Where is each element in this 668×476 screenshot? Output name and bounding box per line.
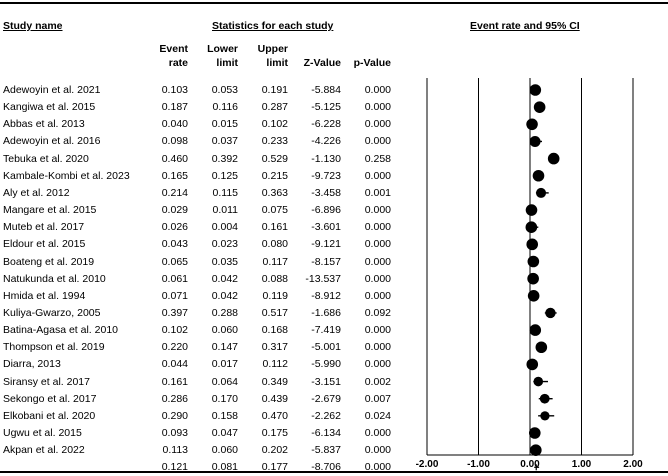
study-name-cell: Aly et al. 2012 <box>3 186 70 199</box>
z-value-cell: -1.130 <box>311 152 341 165</box>
lower-limit-cell: 0.115 <box>212 186 238 199</box>
z-value-cell: -2.679 <box>311 392 341 405</box>
p-value-cell: 0.000 <box>364 444 391 457</box>
study-point <box>526 204 538 216</box>
upper-limit-cell: 0.112 <box>262 358 288 371</box>
x-tick-label: 2.00 <box>623 459 643 470</box>
study-name-cell: Adewoyin et al. 2016 <box>3 135 101 148</box>
lower-limit-cell: 0.116 <box>212 101 238 114</box>
z-value-cell: -8.912 <box>311 289 341 302</box>
study-point <box>526 359 538 371</box>
upper-limit-cell: 0.117 <box>262 255 288 268</box>
event-rate-cell: 0.165 <box>161 169 188 182</box>
x-tick-label: 1.00 <box>571 459 592 470</box>
event-rate-header-1: Event <box>159 43 188 55</box>
event-rate-cell: 0.214 <box>161 186 188 199</box>
upper-limit-cell: 0.202 <box>261 444 288 457</box>
study-name-cell: Kangiwa et al. 2015 <box>3 101 96 114</box>
lower-limit-cell: 0.023 <box>211 238 238 251</box>
upper-limit-cell: 0.161 <box>261 221 288 234</box>
upper-limit-cell: 0.075 <box>261 204 288 217</box>
study-point <box>540 394 550 404</box>
event-rate-cell: 0.029 <box>161 204 188 217</box>
study-name-cell: Ugwu et al. 2015 <box>3 427 82 439</box>
event-rate-cell: 0.102 <box>161 324 188 337</box>
z-value-cell: -5.001 <box>311 341 341 354</box>
p-value-cell: 0.000 <box>364 169 391 182</box>
z-value-cell: -9.723 <box>311 169 341 182</box>
study-point <box>536 341 548 353</box>
lower-limit-cell: 0.042 <box>211 272 238 285</box>
lower-limit-cell: 0.147 <box>211 341 238 354</box>
study-name-header: Study name <box>3 20 63 32</box>
z-value-cell: -6.134 <box>311 427 341 439</box>
x-tick-label: -1.00 <box>467 459 490 470</box>
upper-limit-cell: 0.529 <box>261 152 288 165</box>
x-tick-label: 0.00 <box>520 459 540 470</box>
event-rate-cell: 0.043 <box>161 238 188 251</box>
z-value-cell: -1.686 <box>311 306 341 319</box>
upper-limit-cell: 0.349 <box>261 375 288 388</box>
event-rate-cell: 0.098 <box>161 135 188 148</box>
upper-limit-header-1: Upper <box>257 43 288 55</box>
study-name-cell: Hmida et al. 1994 <box>3 289 86 302</box>
event-rate-cell: 0.026 <box>161 221 188 234</box>
study-point <box>529 427 541 439</box>
upper-limit-header-2: limit <box>266 57 288 69</box>
event-rate-cell: 0.460 <box>161 152 188 165</box>
z-value-cell: -5.837 <box>311 444 341 457</box>
study-name-cell: Diarra, 2013 <box>3 358 61 371</box>
z-value-cell: -5.990 <box>311 358 341 371</box>
study-name-cell: Kambale-Kombi et al. 2023 <box>3 169 130 182</box>
z-value-cell: -6.228 <box>311 118 341 131</box>
event-rate-header-2: rate <box>168 57 188 69</box>
study-point <box>534 101 546 113</box>
lower-limit-cell: 0.015 <box>211 118 238 131</box>
event-rate-cell: 0.286 <box>161 392 188 405</box>
z-value-cell: -3.601 <box>311 221 341 234</box>
z-value-cell: -7.419 <box>311 324 341 337</box>
upper-limit-cell: 0.439 <box>261 392 288 405</box>
z-value-cell: -8.706 <box>311 461 341 474</box>
study-name-cell: Sekongo et al. 2017 <box>3 392 97 405</box>
z-value-cell: -9.121 <box>311 238 341 251</box>
study-name-cell: Kuliya-Gwarzo, 2005 <box>3 306 101 319</box>
p-value-cell: 0.002 <box>364 375 391 388</box>
event-rate-cell: 0.044 <box>161 358 188 371</box>
p-value-cell: 0.000 <box>364 84 391 96</box>
event-rate-cell: 0.397 <box>161 306 188 319</box>
study-point <box>548 153 560 165</box>
p-value-cell: 0.000 <box>364 221 391 234</box>
study-point <box>540 411 549 420</box>
p-value-cell: 0.000 <box>364 238 391 251</box>
upper-limit-cell: 0.175 <box>261 427 288 439</box>
p-value-cell: 0.024 <box>364 409 391 422</box>
event-rate-cell: 0.040 <box>161 118 188 131</box>
upper-limit-cell: 0.470 <box>261 409 288 422</box>
study-point <box>528 256 540 268</box>
study-point <box>534 377 544 387</box>
z-value-cell: -8.157 <box>311 255 341 268</box>
p-value-cell: 0.000 <box>364 324 391 337</box>
study-point <box>526 221 538 233</box>
lower-limit-cell: 0.060 <box>211 444 238 457</box>
study-name-cell: Boateng et al. 2019 <box>3 255 95 268</box>
plot-group-header: Event rate and 95% CI <box>470 20 580 32</box>
p-value-cell: 0.000 <box>364 135 391 148</box>
lower-limit-cell: 0.158 <box>211 409 238 422</box>
event-rate-cell: 0.071 <box>161 289 188 302</box>
z-value-cell: -3.151 <box>311 375 341 388</box>
study-point <box>545 308 555 318</box>
event-rate-cell: 0.220 <box>161 341 188 354</box>
p-value-cell: 0.000 <box>364 427 391 439</box>
lower-limit-cell: 0.060 <box>211 324 238 337</box>
study-point <box>530 84 542 96</box>
upper-limit-cell: 0.191 <box>261 84 288 96</box>
lower-limit-cell: 0.170 <box>211 392 238 405</box>
lower-limit-cell: 0.004 <box>211 221 238 234</box>
study-point <box>530 136 541 147</box>
event-rate-cell: 0.161 <box>161 375 188 388</box>
study-point <box>530 444 542 456</box>
study-name-cell: Batina-Agasa et al. 2010 <box>3 324 118 337</box>
upper-limit-cell: 0.102 <box>261 118 288 131</box>
lower-limit-cell: 0.288 <box>211 306 238 319</box>
p-value-cell: 0.000 <box>364 341 391 354</box>
upper-limit-cell: 0.168 <box>261 324 288 337</box>
p-value-cell: 0.007 <box>364 392 391 405</box>
study-name-cell: Eldour et al. 2015 <box>3 238 86 251</box>
event-rate-cell: 0.113 <box>162 444 188 457</box>
upper-limit-cell: 0.088 <box>261 272 288 285</box>
event-rate-cell: 0.187 <box>161 101 188 114</box>
z-value-cell: -4.226 <box>311 135 341 148</box>
upper-limit-cell: 0.287 <box>261 101 288 114</box>
lower-limit-header-1: Lower <box>207 43 238 55</box>
upper-limit-cell: 0.363 <box>261 186 288 199</box>
upper-limit-cell: 0.080 <box>261 238 288 251</box>
z-value-cell: -5.125 <box>311 101 341 114</box>
z-value-header: Z-Value <box>303 57 341 69</box>
study-name-cell: Mangare et al. 2015 <box>3 204 97 217</box>
p-value-cell: 0.092 <box>364 306 391 319</box>
p-value-cell: 0.001 <box>364 186 391 199</box>
lower-limit-cell: 0.064 <box>211 375 238 388</box>
lower-limit-cell: 0.042 <box>211 289 238 302</box>
event-rate-cell: 0.103 <box>161 84 188 96</box>
study-point <box>526 239 538 251</box>
upper-limit-cell: 0.517 <box>261 306 288 319</box>
event-rate-cell: 0.290 <box>161 409 188 422</box>
p-value-cell: 0.000 <box>364 272 391 285</box>
study-name-cell: Abbas et al. 2013 <box>3 118 85 131</box>
upper-limit-cell: 0.177 <box>261 461 288 474</box>
study-name-cell: Thompson et al. 2019 <box>3 341 105 354</box>
x-tick-label: -2.00 <box>415 459 439 470</box>
lower-limit-cell: 0.053 <box>211 84 238 96</box>
lower-limit-cell: 0.081 <box>211 461 238 474</box>
study-point <box>536 188 546 198</box>
study-name-cell: Akpan et al. 2022 <box>3 444 85 457</box>
study-name-cell: Tebuka et al. 2020 <box>3 152 89 165</box>
z-value-cell: -6.896 <box>311 204 341 217</box>
p-value-cell: 0.000 <box>364 101 391 114</box>
lower-limit-cell: 0.037 <box>211 135 238 148</box>
p-value-header: p-Value <box>353 57 391 69</box>
z-value-cell: -5.884 <box>311 84 341 96</box>
study-name-cell: Muteb et al. 2017 <box>3 221 85 234</box>
z-value-cell: -2.262 <box>311 409 341 422</box>
lower-limit-cell: 0.047 <box>211 427 238 439</box>
study-point <box>527 273 539 285</box>
study-name-cell: Siransy et al. 2017 <box>3 375 90 388</box>
stats-group-header: Statistics for each study <box>212 20 334 32</box>
lower-limit-cell: 0.392 <box>211 152 238 165</box>
study-name-cell: Elkobani et al. 2020 <box>3 409 96 422</box>
p-value-cell: 0.000 <box>364 289 391 302</box>
study-point <box>526 119 538 131</box>
study-name-cell: Natukunda et al. 2010 <box>3 272 106 285</box>
p-value-cell: 0.000 <box>364 204 391 217</box>
p-value-cell: 0.258 <box>364 152 391 165</box>
p-value-cell: 0.000 <box>364 255 391 268</box>
study-name-cell: Adewoyin et al. 2021 <box>3 84 101 96</box>
study-point <box>528 290 540 302</box>
upper-limit-cell: 0.119 <box>262 289 288 302</box>
z-value-cell: -3.458 <box>311 186 341 199</box>
event-rate-cell: 0.065 <box>161 255 188 268</box>
z-value-cell: -13.537 <box>305 272 341 285</box>
upper-limit-cell: 0.317 <box>261 341 288 354</box>
event-rate-cell: 0.093 <box>161 427 188 439</box>
lower-limit-cell: 0.011 <box>212 204 238 217</box>
p-value-cell: 0.000 <box>364 358 391 371</box>
study-point <box>529 324 541 336</box>
upper-limit-cell: 0.233 <box>261 135 288 148</box>
lower-limit-cell: 0.125 <box>211 169 238 182</box>
p-value-cell: 0.000 <box>364 118 391 131</box>
event-rate-cell: 0.121 <box>161 461 188 474</box>
event-rate-cell: 0.061 <box>161 272 188 285</box>
study-point <box>533 170 545 182</box>
upper-limit-cell: 0.215 <box>261 169 288 182</box>
lower-limit-cell: 0.035 <box>211 255 238 268</box>
lower-limit-header-2: limit <box>216 57 238 69</box>
lower-limit-cell: 0.017 <box>211 358 238 371</box>
p-value-cell: 0.000 <box>364 461 391 474</box>
